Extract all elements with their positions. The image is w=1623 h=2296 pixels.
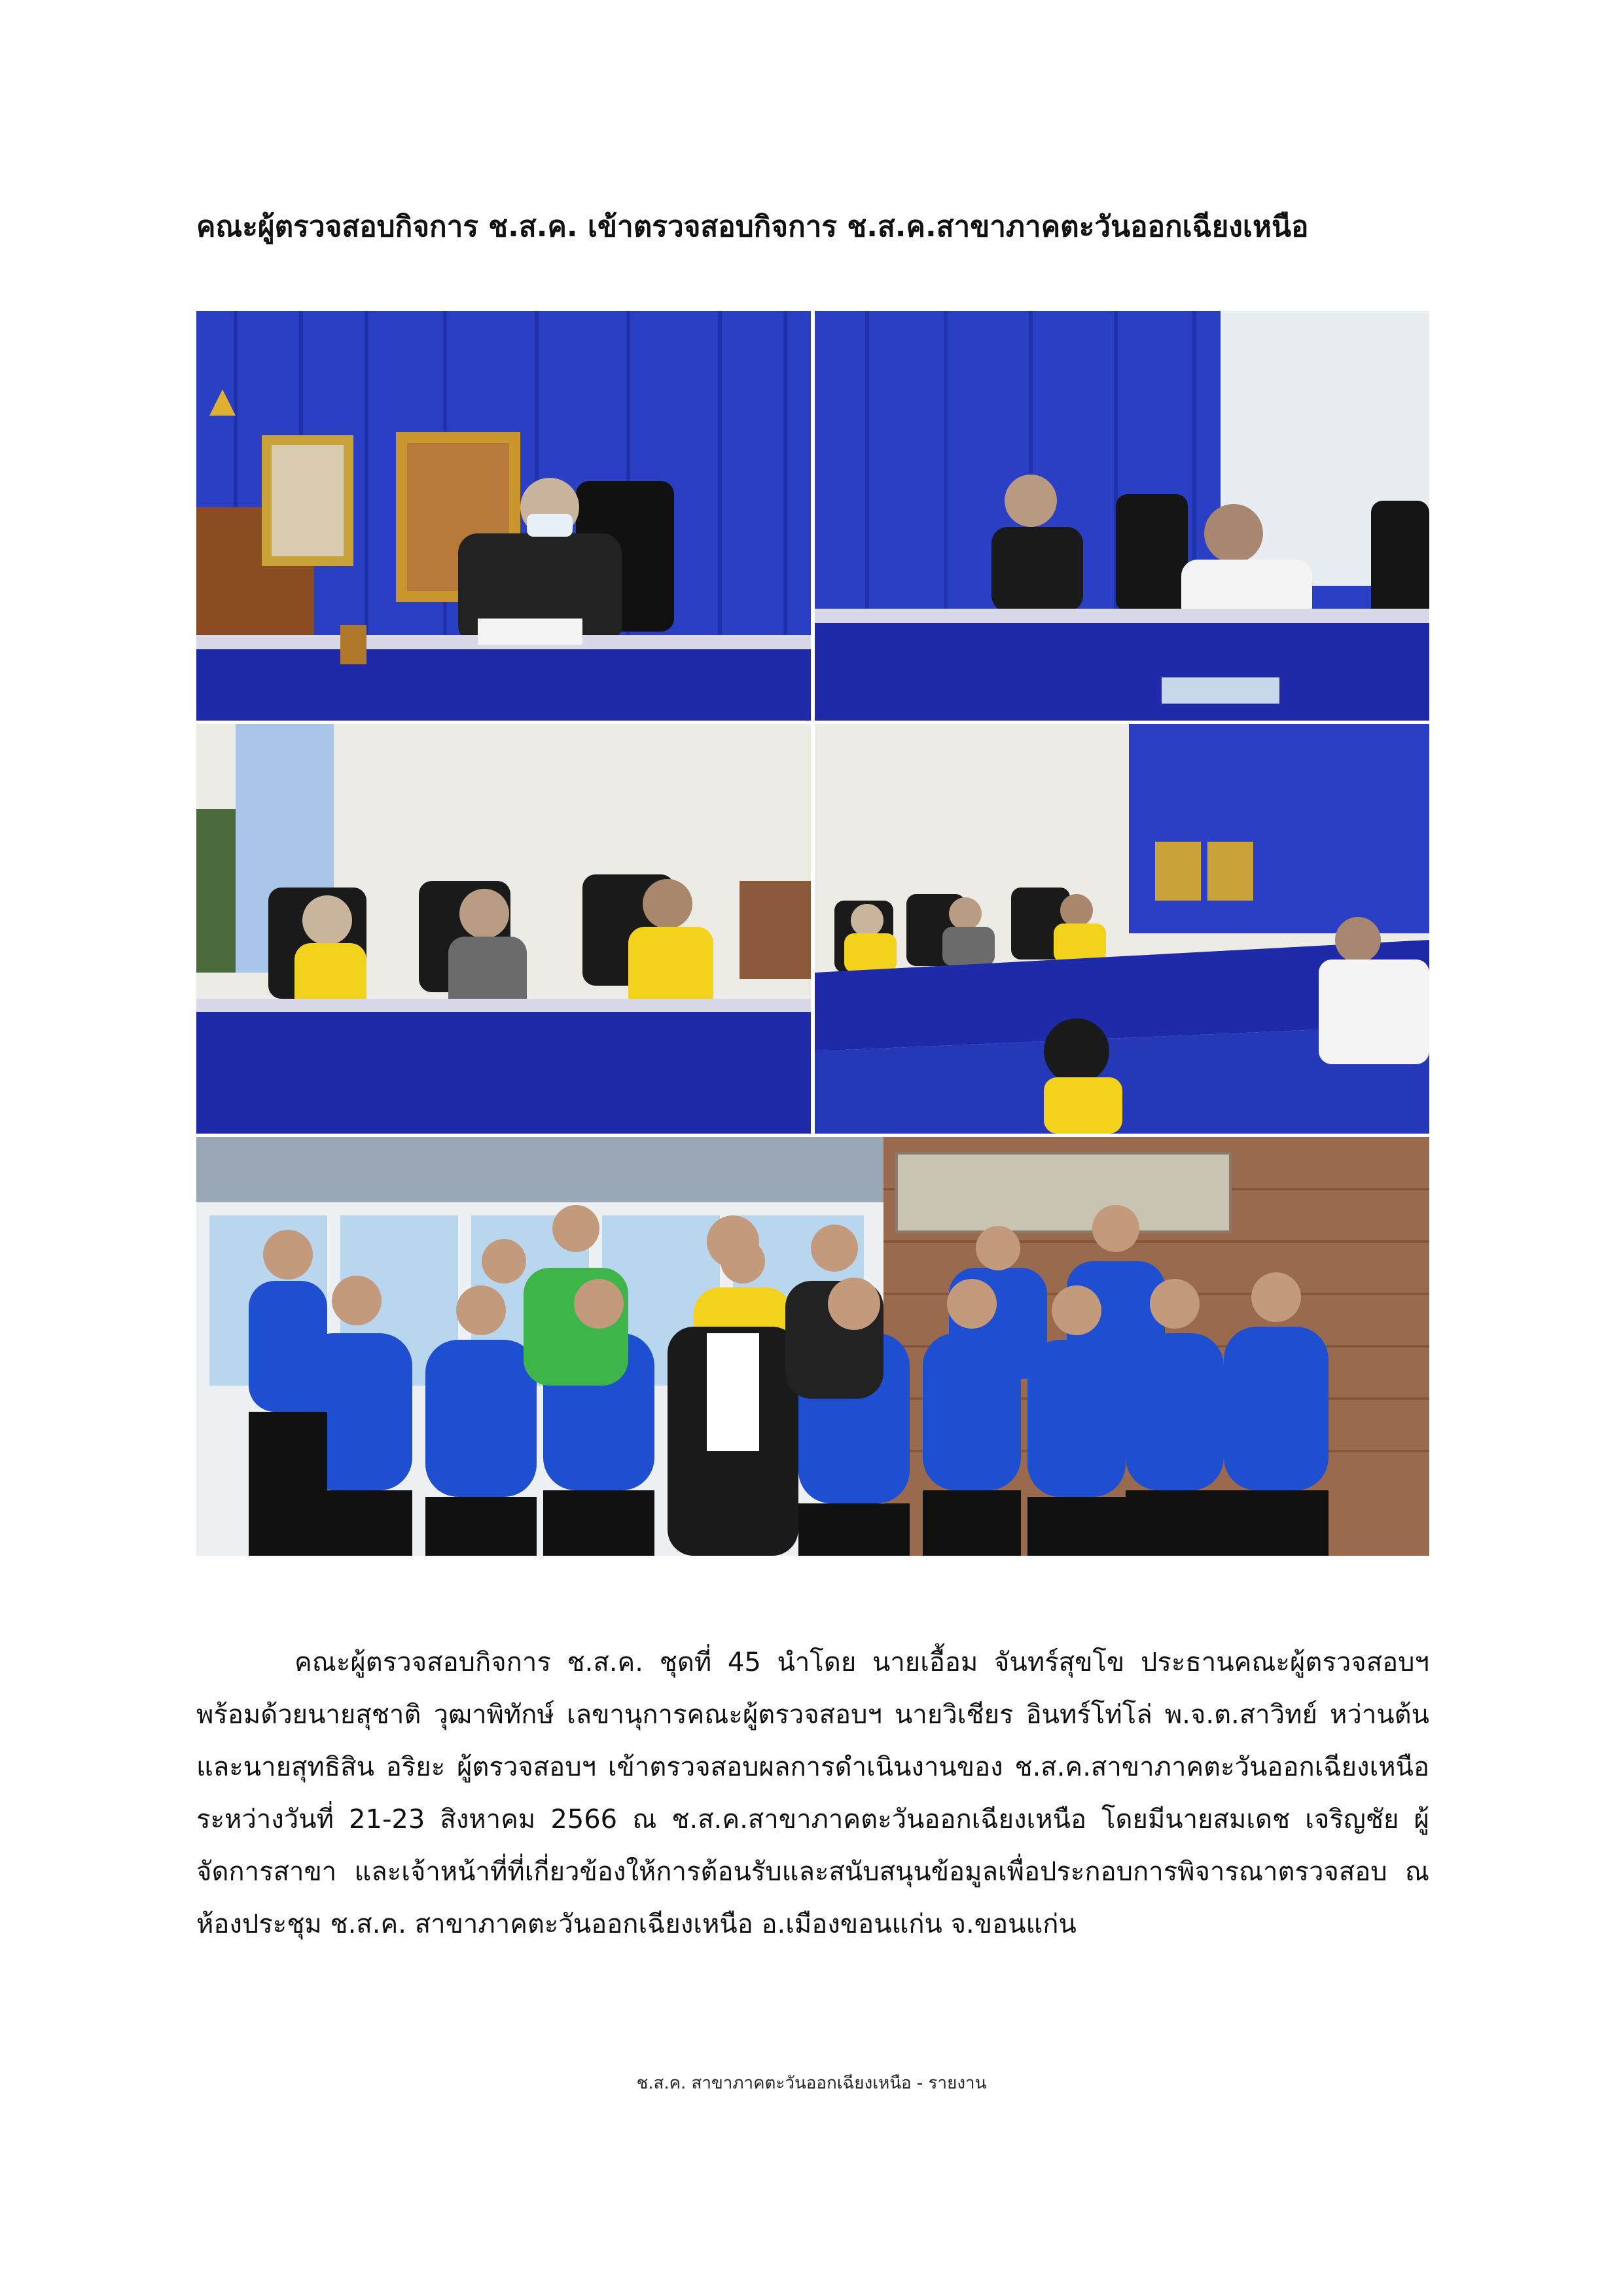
photo-chairman-at-desk [196,311,811,721]
photo-meeting-room-overview [815,724,1429,1134]
photo-committee-members [196,724,811,1134]
photo-collage [196,311,1429,1556]
document-title: คณะผู้ตรวจสอบกิจการ ช.ส.ค. เข้าตรวจสอบกิจการ ช.ส.ค.สาขาภาคตะวันออกเฉียงเหนือ [196,210,1309,243]
page-footer: ช.ส.ค. สาขาภาคตะวันออกเฉียงเหนือ - รายงาน [636,2073,987,2093]
body-paragraph: คณะผู้ตรวจสอบกิจการ ช.ส.ค. ชุดที่ 45 นำโดย นายเอื้อม จันทร์สุขโข ประธานคณะผู้ตรวจสอบฯ พร้อมด้วยนายสุชาติ วุฒาพิทักษ์ เลขานุการคณะผู้ตรวจสอบฯ นายวิเชียร อินทร์โท่โล่ พ.จ.ต.สาวิทย์ หว่านต้น และนายสุทธิสิน อริยะ ผู้ตรวจสอบฯ เข้าตรวจสอบผลการดำเนินงานของ ช.ส.ค.สาขาภาคตะวันออกเฉียงเหนือระหว่างวันที่ 21-23 สิงหาคม 2566 ณ ช.ส.ค.สาขาภาคตะวันออกเฉียงเหนือ โดยมีนายสมเดช เจริญชัย ผู้จัดการสาขา และเจ้าหน้าที่ที่เกี่ยวข้องให้การต้อนรับและสนับสนุนข้อมูลเพื่อประกอบการพิจารณาตรวจสอบ ณ ห้องประชุม ช.ส.ค. สาขาภาคตะวันออกเฉียงเหนือ อ.เมืองขอนแก่น จ.ขอนแก่น [196,1647,1430,1939]
photo-officials-at-table [815,311,1429,721]
photo-group-portrait [196,1137,1429,1556]
